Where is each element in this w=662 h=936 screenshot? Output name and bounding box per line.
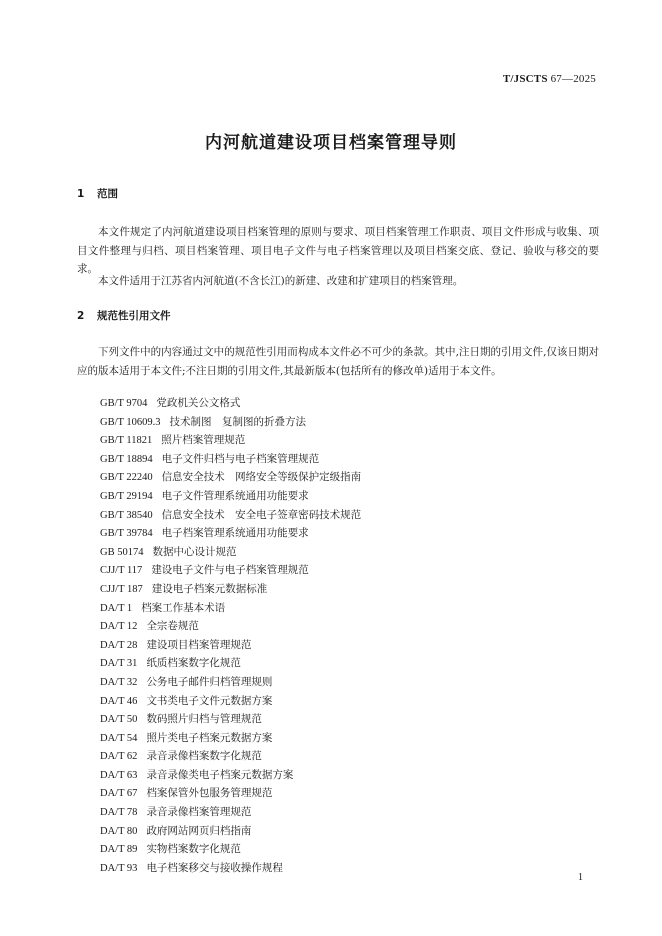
section-2-heading	[77, 308, 171, 323]
reference-title: 全宗卷规范	[146, 620, 199, 633]
reference-item	[100, 394, 361, 413]
reference-code: DA/T 28	[100, 639, 138, 651]
reference-title: 电子文件归档与电子档案管理规范	[161, 452, 320, 465]
reference-code: GB/T 18894	[100, 453, 153, 465]
reference-code: DA/T 54	[100, 732, 138, 744]
reference-title: 档案保管外包服务管理规范	[146, 787, 273, 800]
reference-code: GB/T 11821	[100, 435, 153, 447]
reference-item	[100, 766, 361, 785]
reference-item	[100, 617, 361, 636]
reference-code: GB/T 10609.3	[100, 416, 161, 428]
reference-item	[100, 487, 361, 506]
section-2-intro-paragraph: 下列文件中的内容通过文中的规范性引用而构成本文件必不可少的条款。其中,注日期的引用文件,仅该日期对应的版本适用于本文件;不注日期的引用文件,其最新版本(包括所有的修改单)适用于本文件。	[77, 346, 599, 377]
reference-title: 录音录像档案数字化规范	[146, 750, 262, 763]
reference-item	[100, 784, 361, 803]
reference-code: GB 50174	[100, 546, 144, 558]
reference-code: DA/T 62	[100, 751, 138, 763]
reference-item	[100, 673, 361, 692]
reference-code: GB/T 22240	[100, 472, 153, 484]
reference-title: 党政机关公文格式	[156, 397, 241, 409]
section-1-paragraph-applicability: 本文件适用于江苏省内河航道(不含长江)的新建、改建和扩建项目的档案管理。	[98, 275, 464, 287]
reference-title: 技术制图 复制图的折叠方法	[169, 415, 306, 428]
reference-title: 录音录像类电子档案元数据方案	[146, 768, 294, 781]
reference-item	[100, 543, 361, 562]
reference-code: GB/T 39784	[100, 528, 153, 540]
reference-item	[100, 710, 361, 729]
reference-code: DA/T 50	[100, 714, 138, 726]
reference-code: GB/T 38540	[100, 509, 153, 521]
reference-title: 录音录像档案管理规范	[146, 806, 252, 819]
standard-code	[503, 73, 596, 85]
reference-code: DA/T 32	[100, 676, 138, 688]
reference-title: 照片档案管理规范	[161, 434, 246, 447]
reference-title: 数码照片归档与管理规范	[146, 713, 262, 726]
reference-item	[100, 524, 361, 543]
reference-title: 档案工作基本术语	[141, 601, 226, 614]
reference-title: 照片类电子档案元数据方案	[146, 731, 273, 744]
reference-title: 数据中心设计规范	[152, 545, 237, 558]
reference-item	[100, 431, 361, 450]
reference-title: 建设电子档案元数据标准	[151, 582, 268, 595]
reference-item	[100, 636, 361, 655]
reference-code: DA/T 12	[100, 621, 138, 633]
reference-code: DA/T 46	[100, 695, 138, 707]
reference-code: DA/T 1	[100, 602, 133, 614]
reference-item	[100, 692, 361, 711]
reference-item	[100, 506, 361, 525]
standard-prefix: T/JSCTS	[502, 73, 548, 85]
document-title: 内河航道建设项目档案管理导则	[205, 133, 457, 153]
section-1-number: 1	[77, 188, 85, 200]
reference-item	[100, 747, 361, 766]
section-1-heading	[77, 186, 118, 201]
reference-item	[100, 561, 361, 580]
reference-code: GB/T 29194	[100, 490, 153, 502]
reference-title: 纸质档案数字化规范	[146, 657, 241, 670]
reference-code: DA/T 89	[100, 844, 138, 856]
reference-item	[100, 580, 361, 599]
reference-title: 政府网站网页归档指南	[146, 824, 252, 837]
reference-title: 公务电子邮件归档管理规则	[146, 675, 273, 688]
reference-item	[100, 803, 361, 822]
reference-item	[100, 468, 361, 487]
reference-item	[100, 840, 361, 859]
section-1-paragraph-scope: 本文件规定了内河航道建设项目档案管理的原则与要求、项目档案管理工作职责、项目文件形成与收集、项目文件整理与归档、项目档案管理、项目电子文件与电子档案管理以及项目档案交底、登记、验收与移交的要求。	[77, 226, 599, 275]
reference-item	[100, 822, 361, 841]
reference-title: 信息安全技术 网络安全等级保护定级指南	[161, 471, 362, 484]
reference-item	[100, 450, 361, 469]
normative-reference-list	[100, 394, 361, 877]
reference-title: 电子档案移交与接收操作规程	[146, 861, 283, 874]
reference-code: DA/T 63	[100, 769, 138, 781]
reference-title: 建设电子文件与电子档案管理规范	[151, 564, 309, 577]
reference-title: 信息安全技术 安全电子签章密码技术规范	[161, 508, 362, 521]
section-1-title: 范围	[97, 188, 118, 200]
reference-code: DA/T 67	[100, 788, 138, 800]
reference-code: GB/T 9704	[100, 398, 148, 409]
reference-item	[100, 599, 361, 618]
reference-item	[100, 859, 361, 878]
reference-title: 实物档案数字化规范	[146, 843, 241, 856]
reference-code: DA/T 78	[100, 807, 138, 819]
reference-title: 电子档案管理系统通用功能要求	[161, 527, 309, 540]
page-number: 1	[578, 872, 583, 883]
reference-code: DA/T 80	[100, 825, 138, 837]
reference-title: 建设项目档案管理规范	[146, 638, 252, 651]
reference-title: 文书类电子文件元数据方案	[146, 694, 273, 707]
reference-item	[100, 654, 361, 673]
reference-code: CJJ/T 187	[100, 583, 143, 595]
reference-code: DA/T 93	[100, 862, 138, 874]
reference-code: DA/T 31	[100, 658, 138, 670]
standard-number: 67—2025	[550, 73, 596, 85]
reference-item	[100, 729, 361, 748]
section-2-number: 2	[77, 310, 85, 322]
reference-item	[100, 413, 361, 432]
reference-title: 电子文件管理系统通用功能要求	[161, 489, 309, 502]
reference-code: CJJ/T 117	[100, 565, 143, 577]
section-2-title: 规范性引用文件	[97, 310, 171, 322]
